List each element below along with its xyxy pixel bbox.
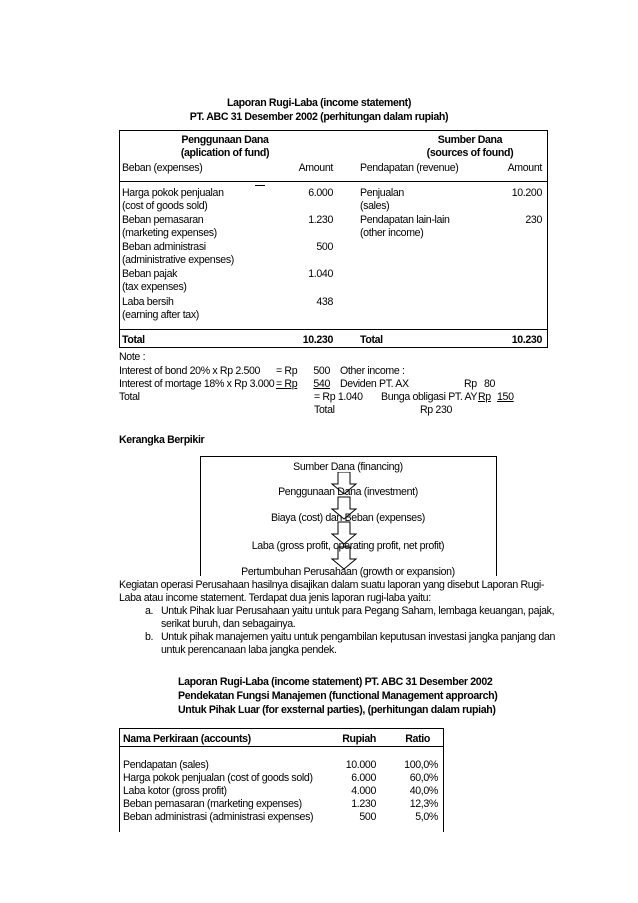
report2-subtitle: Pendekatan Fungsi Manajemen (functional Management approarch) — [178, 690, 498, 702]
note-eq: = Rp — [276, 365, 298, 377]
note-line: Total — [119, 391, 140, 403]
total-right-amount: 10.230 — [511, 334, 542, 346]
right-amount-label: Amount — [507, 162, 542, 174]
row-sub: (other income) — [360, 227, 424, 239]
row-amount: 6.000 — [308, 187, 333, 199]
note-val: 540 — [313, 378, 330, 390]
note-eq: = Rp 1.040 — [314, 391, 363, 403]
note-label: Note : — [119, 351, 146, 363]
note-rpval: 80 — [484, 378, 496, 390]
note-right: Deviden PT. AX — [340, 378, 409, 390]
row-sub: (administrative expenses) — [122, 254, 234, 266]
report2-title: Laporan Rugi-Laba (income statement) PT. ABC 31 Desember 2002 — [178, 676, 493, 688]
report-title: Laporan Rugi-Laba (income statement) — [227, 97, 411, 109]
report-subtitle: PT. ABC 31 Desember 2002 (perhitungan dalam rupiah) — [189, 111, 449, 123]
right-header-2: (sources of found) — [426, 147, 514, 159]
row-amount: 500 — [316, 241, 333, 253]
total-right-label: Total — [360, 334, 383, 346]
flow-step-expenses: Biaya (cost) dan Beban (expenses) — [271, 512, 425, 524]
flow-step-financing: Sumber Dana (financing) — [293, 461, 403, 473]
left-header-1: Penggunaan Dana — [181, 134, 269, 146]
row-amount: 10.200 — [511, 187, 542, 199]
row-name: Beban pemasaran — [122, 214, 204, 226]
list-item: Untuk pihak manajemen yaitu untuk pengambilan keputusan investasi jangka panjang dan — [161, 631, 556, 643]
col-ratio: Ratio — [405, 733, 430, 745]
note-total-val: Rp 230 — [420, 404, 453, 416]
list-item: untuk perencanaan laba jangka pendek. — [161, 644, 337, 656]
list-marker: a. — [145, 605, 154, 617]
list-marker: b. — [145, 631, 154, 643]
flow-step-investment: Penggunaan Dana (investment) — [278, 486, 418, 498]
row-amount: 1.040 — [308, 268, 333, 280]
kerangka-heading: Kerangka Berpikir — [119, 434, 205, 446]
table-cell-ratio: 60,0% — [409, 772, 438, 784]
row-sub: (earning after tax) — [122, 309, 199, 321]
note-line: Interest of bond 20% x Rp 2.500 — [119, 365, 261, 377]
list-item: serikat buruh, dan sebagainya. — [161, 618, 296, 630]
left-col-label: Beban (expenses) — [122, 162, 203, 174]
row-amount: 438 — [316, 296, 333, 308]
row-sub: (cost of goods sold) — [122, 200, 208, 212]
table-row: Harga pokok penjualan (cost of goods sold) — [123, 772, 313, 784]
col-rupiah: Rupiah — [342, 733, 376, 745]
total-left-amount: 10.230 — [302, 334, 333, 346]
col-accounts: Nama Perkiraan (accounts) — [123, 733, 251, 745]
row-name: Penjualan — [360, 187, 404, 199]
note-val: 500 — [313, 365, 330, 377]
total-left-label: Total — [122, 334, 145, 346]
note-rp: Rp — [464, 378, 477, 390]
paragraph-line: Laba atau income statement. Terdapat dua jenis laporan rugi-laba yaitu: — [119, 592, 431, 604]
row-amount: 1.230 — [308, 214, 333, 226]
note-rpval: 150 — [497, 391, 514, 403]
report2-subtitle-2: Untuk Pihak Luar (for exsternal parties), (perhitungan dalam rupiah) — [178, 704, 496, 716]
paragraph-line: Kegiatan operasi Perusahaan hasilnya disajikan dalam suatu laporan yang disebut Laporan Rugi- — [119, 579, 545, 591]
table-cell-ratio: 5,0% — [415, 811, 438, 823]
right-col-label: Pendapatan (revenue) — [360, 162, 459, 174]
row-name: Laba bersih — [122, 296, 174, 308]
row-name: Beban administrasi — [122, 241, 206, 253]
row-sub: (tax expenses) — [122, 281, 187, 293]
table-cell-ratio: 100,0% — [404, 759, 438, 771]
note-right: Bunga obligasi PT. AY — [381, 391, 478, 403]
flow-step-profit: Laba (gross profit, operating profit, net profit) — [251, 540, 445, 552]
row-amount: 230 — [525, 214, 542, 226]
flow-step-growth: Pertumbuhan Perusahaan (growth or expansion) — [241, 566, 455, 578]
row-name: Beban pajak — [122, 268, 178, 280]
row-name: Pendapatan lain-lain — [360, 214, 450, 226]
note-right: Other income : — [340, 365, 405, 377]
right-header-1: Sumber Dana — [437, 134, 503, 146]
table-cell-rupiah: 500 — [359, 811, 376, 823]
left-header-2: (aplication of fund) — [180, 147, 270, 159]
note-line: Interest of mortage 18% x Rp 3.000 — [119, 378, 275, 390]
table-row: Laba kotor (gross profit) — [123, 785, 227, 797]
row-name: Harga pokok penjualan — [122, 187, 224, 199]
row-sub: (marketing expenses) — [122, 227, 217, 239]
row-sub: (sales) — [360, 200, 390, 212]
table-row: Pendapatan (sales) — [123, 759, 209, 771]
note-eq: = Rp — [276, 378, 298, 390]
table-cell-ratio: 40,0% — [409, 785, 438, 797]
left-amount-label: Amount — [298, 162, 333, 174]
table-cell-rupiah: 4.000 — [351, 785, 376, 797]
list-item: Untuk Pihak luar Perusahaan yaitu untuk para Pegang Saham, lembaga keuangan, pajak, — [161, 605, 555, 617]
table-cell-rupiah: 1.230 — [351, 798, 376, 810]
note-rp: Rp — [478, 391, 491, 403]
table-cell-rupiah: 10.000 — [345, 759, 376, 771]
table-row: Beban administrasi (administrasi expenses) — [123, 811, 314, 823]
table-cell-ratio: 12,3% — [409, 798, 438, 810]
table-row: Beban pemasaran (marketing expenses) — [123, 798, 302, 810]
table-cell-rupiah: 6.000 — [351, 772, 376, 784]
note-total: Total — [314, 404, 335, 416]
